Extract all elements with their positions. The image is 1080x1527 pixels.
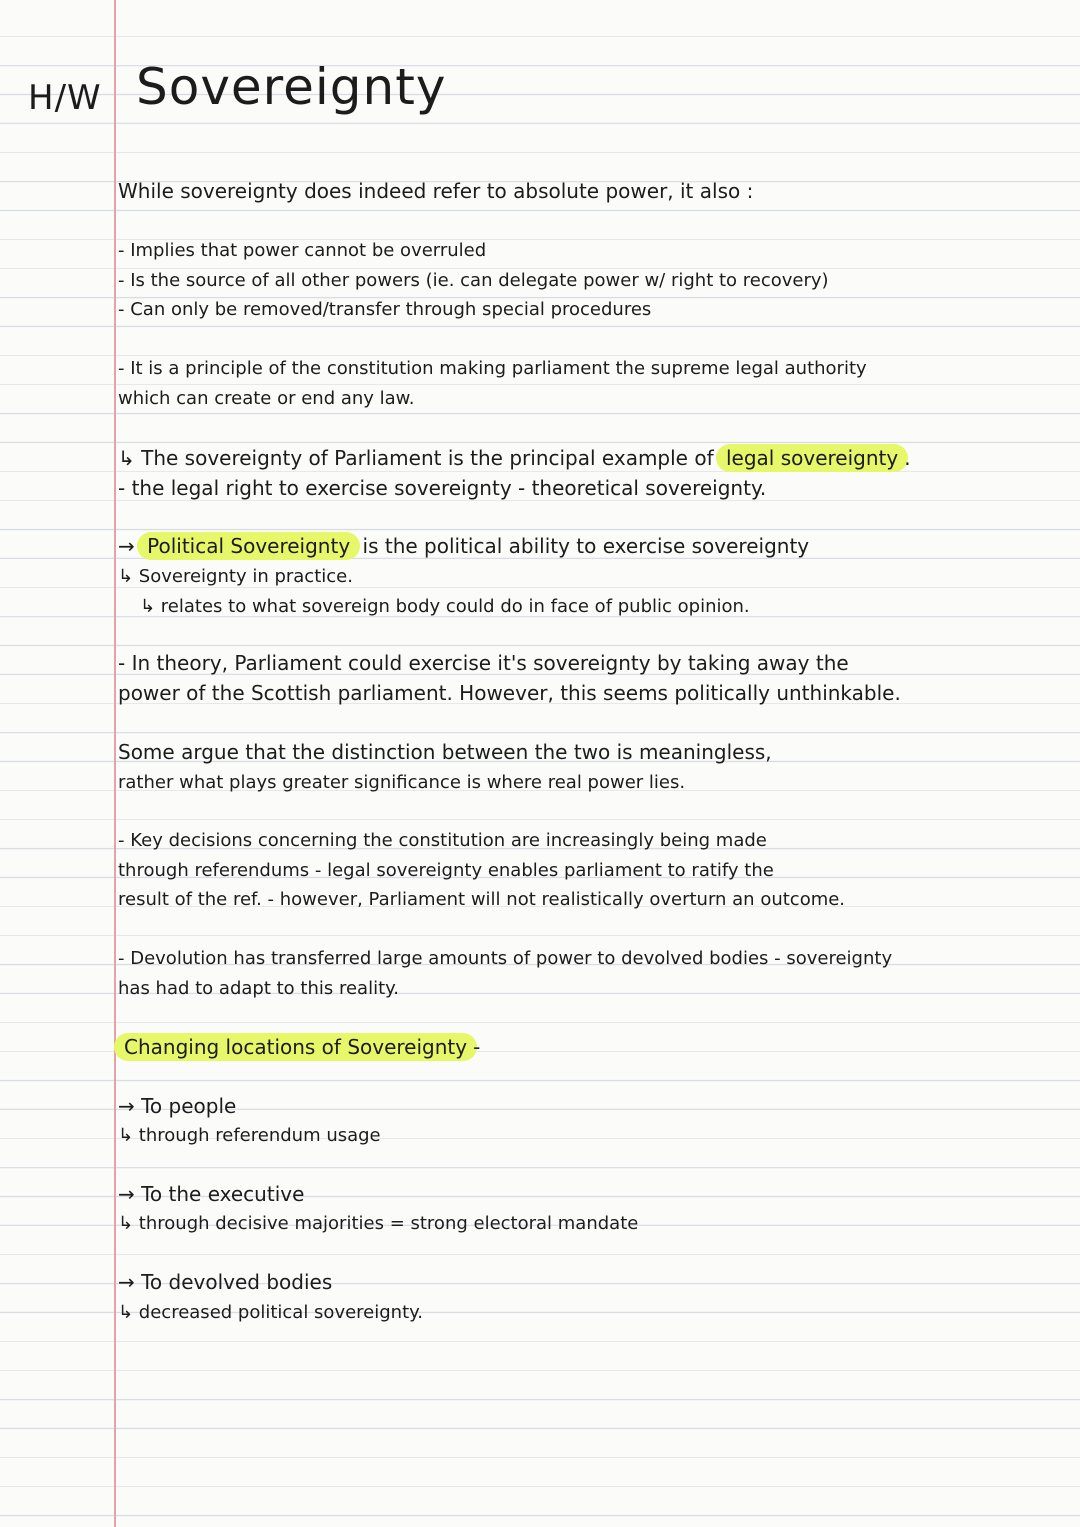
some-argue-line: Some argue that the distinction between the two is meaningless, bbox=[118, 740, 772, 764]
principle-line: - It is a principle of the constitution making parliament the supreme legal authority bbox=[118, 358, 867, 379]
devolution-line: - Devolution has transferred large amounts of power to devolved bodies - sovereignty bbox=[118, 948, 893, 969]
political-sovereignty-line bbox=[118, 535, 809, 557]
some-argue-line-cont: rather what plays greater significance is where real power lies. bbox=[118, 772, 686, 793]
devolution-line-cont: has had to adapt to this reality. bbox=[118, 978, 399, 999]
to-people-detail: ↳ through referendum usage bbox=[118, 1125, 381, 1146]
changing-locations-highlight: Changing locations of Sovereignty bbox=[114, 1033, 477, 1061]
to-devolved-detail: ↳ decreased political sovereignty. bbox=[118, 1302, 423, 1323]
legal-right-line: - the legal right to exercise sovereignty - theoretical sovereignty. bbox=[118, 476, 767, 500]
political-sovereignty-text: is the political ability to exercise sovereignty bbox=[362, 534, 810, 558]
sovereignty-in-practice: ↳ Sovereignty in practice. bbox=[118, 566, 353, 587]
bullet-source: - Is the source of all other powers (ie. can delegate power w/ right to recovery) bbox=[118, 270, 829, 291]
arrow-glyph: → bbox=[118, 534, 135, 558]
in-theory-line: - In theory, Parliament could exercise it's sovereignty by taking away the bbox=[118, 651, 849, 675]
relates-line: ↳ relates to what sovereign body could do in face of public opinion. bbox=[140, 596, 750, 617]
legal-sovereignty-text: ↳ The sovereignty of Parliament is the principal example of bbox=[118, 446, 714, 470]
to-executive-line: → To the executive bbox=[118, 1182, 305, 1206]
principle-line-cont: which can create or end any law. bbox=[118, 388, 415, 409]
page-title: Sovereignty bbox=[136, 58, 447, 116]
intro-line: While sovereignty does indeed refer to absolute power, it also : bbox=[118, 179, 754, 203]
key-decisions-line: - Key decisions concerning the constitution are increasingly being made bbox=[118, 830, 767, 851]
to-executive-detail: ↳ through decisive majorities = strong electoral mandate bbox=[118, 1213, 639, 1234]
to-people-line: → To people bbox=[118, 1094, 237, 1118]
legal-sovereignty-line bbox=[118, 447, 911, 469]
political-sovereignty-highlight: Political Sovereignty bbox=[137, 532, 360, 560]
page-label: H/W bbox=[28, 78, 102, 118]
key-decisions-line-3: result of the ref. - however, Parliament will not realistically overturn an outcome. bbox=[118, 889, 846, 910]
in-theory-line-cont: power of the Scottish parliament. However, this seems politically unthinkable. bbox=[118, 681, 901, 705]
margin-line bbox=[114, 0, 116, 1527]
key-decisions-line-2: through referendums - legal sovereignty enables parliament to ratify the bbox=[118, 860, 774, 881]
legal-sovereignty-highlight: legal sovereignty bbox=[716, 444, 908, 472]
changing-locations-heading bbox=[118, 1036, 480, 1058]
bullet-removed: - Can only be removed/transfer through special procedures bbox=[118, 299, 652, 320]
bullet-implies: - Implies that power cannot be overruled bbox=[118, 240, 487, 261]
heading-dash: - bbox=[473, 1035, 481, 1059]
legal-sovereignty-period: . bbox=[904, 446, 911, 470]
to-devolved-line: → To devolved bodies bbox=[118, 1270, 333, 1294]
